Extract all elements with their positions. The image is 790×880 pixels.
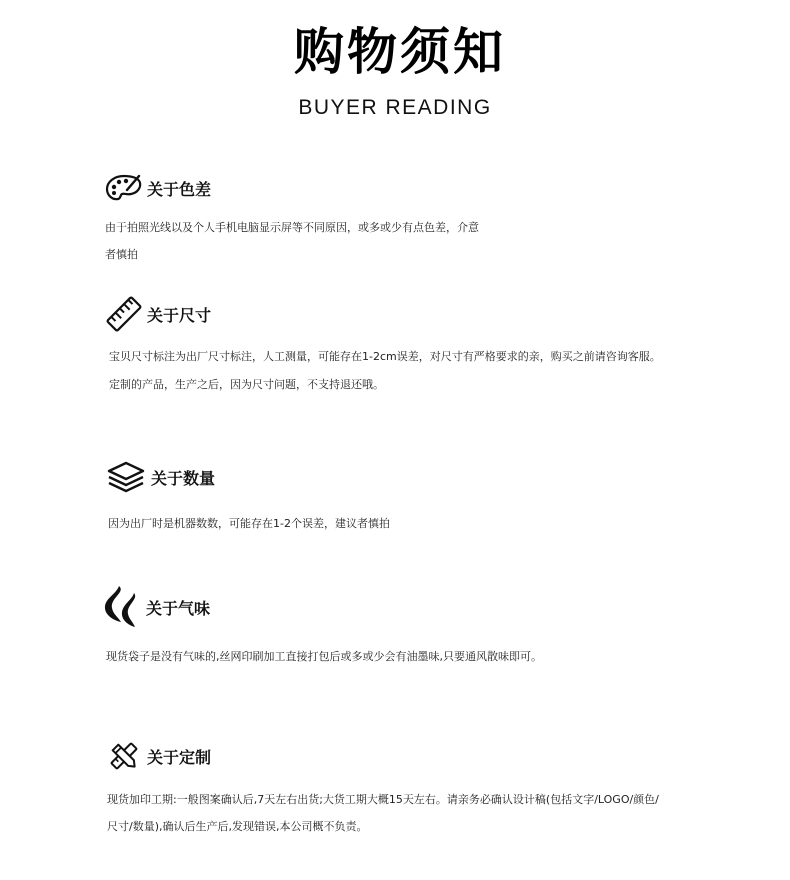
section-title: 关于尺寸	[147, 305, 212, 325]
section-text-line: 者慎拍	[105, 248, 138, 261]
section-text-line: 因为出厂时是机器数数，可能存在1-2个误差，建议者慎拍	[108, 517, 390, 530]
pencil-ruler-icon	[106, 739, 142, 773]
page-subtitle: BUYER READING	[298, 96, 492, 119]
page-title: 购物须知	[294, 23, 506, 81]
section-text-line: 定制的产品，生产之后，因为尺寸问题，不支持退还哦。	[109, 378, 384, 391]
section-title: 关于色差	[147, 179, 212, 199]
section-text-line: 现货加印工期:一般图案确认后,7天左右出货;大货工期大概15天左右。请亲务必确认设计稿(包括文字/LOGO/颜色/	[107, 793, 659, 806]
layers-icon	[106, 460, 146, 494]
section-title: 关于定制	[147, 747, 212, 767]
ruler-icon	[105, 296, 143, 332]
section-text-line: 现货袋子是没有气味的,丝网印刷加工直接打包后或多或少会有油墨味,只要通风散味即可。	[106, 650, 542, 663]
smell-wave-icon	[102, 584, 142, 630]
palette-icon	[105, 173, 143, 203]
section-title: 关于气味	[146, 598, 211, 618]
section-text-line: 尺寸/数量),确认后生产后,发现错误,本公司概不负责。	[107, 820, 368, 833]
section-text-line: 由于拍照光线以及个人手机电脑显示屏等不同原因，或多或少有点色差，介意	[105, 221, 479, 234]
section-text-line: 宝贝尺寸标注为出厂尺寸标注，人工测量，可能存在1-2cm误差，对尺寸有严格要求的亲，购买之前请咨询客服。	[109, 350, 661, 363]
section-title: 关于数量	[151, 468, 216, 488]
